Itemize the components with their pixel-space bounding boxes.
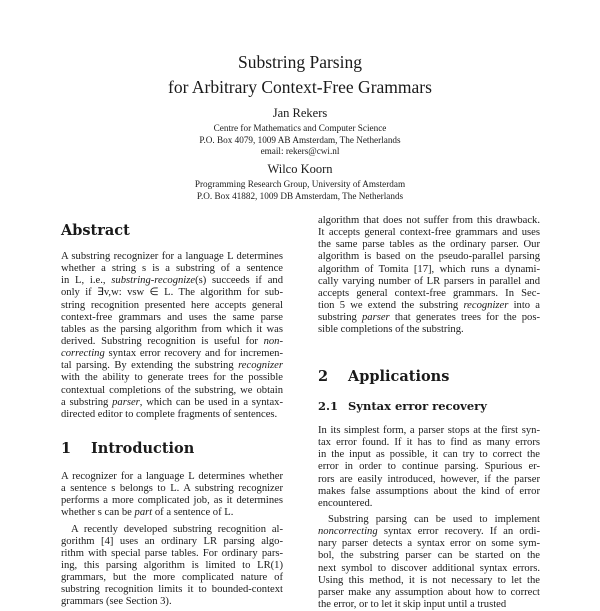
text-span: the error, or to let it skip input until a trusted	[318, 598, 507, 610]
text-line	[318, 324, 540, 336]
author-affiliation	[0, 179, 600, 202]
text-span: whether a string s is a substring of a sentence	[61, 263, 283, 275]
text-span: makes false assumptions about the kind of error	[318, 485, 540, 497]
text-span: only if ∃v,w: vsw ∈ L. The algorithm for sub-	[61, 287, 283, 299]
introduction-body	[61, 471, 283, 609]
text-line	[61, 312, 283, 324]
paragraph	[318, 215, 540, 336]
paragraph	[61, 251, 283, 421]
text-span: parser make any assumption about how to correct	[318, 586, 540, 598]
text-line	[61, 251, 283, 263]
text-span: grammars (see Section 3).	[61, 596, 172, 608]
text-line	[61, 483, 283, 495]
paragraph	[61, 471, 283, 520]
paragraph	[318, 425, 540, 510]
title-line-2: for Arbitrary Context-Free Grammars	[168, 77, 432, 97]
text-span: contextual completions of the substring, we obtain	[61, 384, 283, 396]
affiliation-line: P.O. Box 4079, 1009 AB Amsterdam, The Netherlands	[199, 134, 401, 145]
text-line	[61, 360, 283, 372]
text-line	[61, 263, 283, 275]
text-line	[318, 538, 540, 550]
text-line	[61, 548, 283, 560]
text-line	[61, 397, 283, 409]
author-name: Wilco Koorn	[267, 162, 333, 176]
text-line	[318, 498, 540, 510]
text-span: ing, this parsing algorithm is limited to LR(1)	[61, 559, 283, 571]
text-line	[318, 215, 540, 227]
text-line	[318, 599, 540, 611]
text-line	[318, 425, 540, 437]
text-line	[61, 572, 283, 584]
text-line	[318, 288, 540, 300]
text-span: in the input as possible, it can try to correct the	[318, 449, 540, 461]
text-span: string recognition presented here accepts general	[61, 299, 283, 311]
text-line	[318, 486, 540, 498]
affiliation-line: Centre for Mathematics and Computer Science	[213, 123, 387, 133]
emphasis: noncorrecting	[318, 526, 378, 538]
paragraph	[318, 514, 540, 611]
text-line	[318, 251, 540, 263]
email: email: rekers@cwi.nl	[260, 146, 340, 156]
text-line	[61, 300, 283, 312]
section-heading-introduction	[61, 440, 194, 457]
text-line	[318, 461, 540, 473]
text-line	[61, 348, 283, 360]
text-span: directed editor to complete fragments of sentences.	[61, 408, 278, 420]
text-line	[318, 300, 540, 312]
text-line	[318, 575, 540, 587]
text-span: , which can be used in a syntax-	[139, 396, 283, 408]
text-span: (s) succeeds if and	[195, 275, 283, 287]
section-heading-applications	[318, 368, 449, 385]
text-span: sible completions of the substring.	[318, 324, 464, 336]
subsection-number: 2.1	[318, 399, 339, 413]
text-line	[318, 563, 540, 575]
text-span: tax error found. If it has to find as many errors	[318, 437, 540, 449]
text-line	[318, 276, 540, 288]
text-span: grammars, but the more complicated nature of	[61, 572, 283, 584]
text-span: performs a more complicated job, as it determines	[61, 495, 283, 507]
text-line	[318, 587, 540, 599]
text-span: cally varying number of LR parsers in parallel and	[318, 275, 540, 287]
affiliation-line: Programming Research Group, University of Amsterdam	[194, 179, 406, 189]
text-span: Substring parsing can be used to implement	[328, 513, 540, 525]
abstract-heading: Abstract	[61, 222, 130, 239]
emphasis: part	[134, 507, 153, 519]
text-line	[61, 372, 283, 384]
text-span: algorithm that does not suffer from this drawback.	[318, 215, 540, 226]
text-line	[318, 227, 540, 239]
text-span: substring recognition limits it to bounded-context	[61, 584, 283, 596]
text-line	[61, 471, 283, 483]
text-line	[318, 437, 540, 449]
text-line	[61, 287, 283, 299]
text-line	[61, 495, 283, 507]
text-span: next symbol to discover additional syntax errors.	[318, 562, 540, 574]
author-affiliation	[0, 123, 600, 158]
emphasis: recognizer	[238, 360, 283, 372]
text-span: whether s can be	[61, 507, 135, 519]
text-line	[61, 536, 283, 548]
text-line	[318, 550, 540, 562]
text-line	[61, 596, 283, 608]
emphasis: parser	[112, 396, 140, 408]
text-span: algorithm is based on the pseudo-parallel parsing	[318, 251, 540, 263]
text-span: that generates trees for the pos-	[389, 312, 540, 324]
title-line-1: Substring Parsing	[238, 52, 362, 72]
text-span: A substring recognizer for a language L determines	[61, 251, 283, 262]
author-name: Jan Rekers	[272, 106, 328, 120]
text-span: algorithm of Tomita [17], which runs a dynami-	[318, 263, 540, 275]
text-span: In its simplest form, a parser stops at the first syn-	[318, 425, 540, 436]
text-line	[318, 474, 540, 486]
affiliation-line: P.O. Box 41882, 1009 DB Amsterdam, The Netherlands	[196, 190, 404, 201]
text-line	[61, 524, 283, 536]
text-span: rithm with special parse tables. For ordinary pars-	[61, 547, 283, 559]
subsection-heading-syntax-error-recovery	[318, 399, 487, 413]
section-title: Applications	[348, 368, 450, 385]
abstract-body	[61, 251, 283, 421]
text-span: of a sentence of L.	[152, 507, 234, 519]
text-span: A recently developed substring recognition al-	[71, 523, 283, 535]
emphasis: substring-recognize	[111, 275, 196, 287]
paper-title	[0, 50, 600, 100]
text-span: nary parser detects a syntax error on some sym-	[318, 538, 540, 550]
text-span: syntax error recovery. If an ordi-	[377, 526, 540, 538]
text-line	[61, 507, 283, 519]
text-line	[318, 514, 540, 526]
text-span: context-free grammars and uses the same parse	[61, 311, 283, 323]
text-span: gorithm [4] uses an ordinary LR parsing algo-	[61, 535, 283, 547]
text-span: It accepts general context-free grammars and uses	[318, 227, 540, 239]
text-span: tables as the parsing algorithm from which it was	[61, 323, 283, 335]
text-span: A recognizer for a language L determines whether	[61, 471, 283, 482]
section-number: 1	[61, 440, 72, 457]
emphasis: correcting	[61, 348, 105, 360]
subsection-title: Syntax error recovery	[348, 399, 487, 413]
text-line	[61, 385, 283, 397]
text-span: accepts general context-free grammars. In Sec-	[318, 287, 540, 299]
section-title: Introduction	[91, 440, 195, 457]
text-span: the same parse tables as the ordinary parser. Our	[318, 239, 540, 251]
text-span: a sentence s belongs to L. A substring recognizer	[61, 483, 283, 495]
text-span: Using this method, it is not necessary to let the	[318, 574, 540, 586]
text-span: tal parsing. By extending the substring	[61, 360, 239, 372]
text-span: in L, i.e.,	[61, 275, 112, 287]
text-span: substring	[318, 312, 362, 324]
text-span: bol, the substring parser can be started on the	[318, 550, 540, 562]
text-line	[318, 264, 540, 276]
emphasis: non-	[263, 335, 283, 347]
text-span: rors are easily introduced, however, if the parser	[318, 473, 540, 485]
right-column-body	[318, 215, 540, 336]
text-span: into a	[508, 299, 540, 311]
text-span: encountered.	[318, 497, 373, 509]
text-line	[318, 449, 540, 461]
text-span: tion 5 we extend the substring	[318, 299, 464, 311]
syntax-error-body	[318, 425, 540, 611]
text-line	[61, 324, 283, 336]
section-number: 2	[318, 368, 329, 385]
text-line	[61, 560, 283, 572]
text-line	[318, 239, 540, 251]
paragraph	[61, 524, 283, 609]
text-span: derived. Substring recognition is useful for	[61, 335, 264, 347]
text-line	[61, 275, 283, 287]
text-line	[318, 526, 540, 538]
text-span: with the ability to generate trees for the possible	[61, 372, 283, 384]
emphasis: parser	[362, 312, 390, 324]
text-line	[61, 584, 283, 596]
text-line	[61, 336, 283, 348]
text-line	[318, 312, 540, 324]
text-span: error in order to continue parsing. Spurious er-	[318, 461, 540, 473]
emphasis: recognizer	[463, 299, 509, 311]
text-span: a substring	[61, 396, 113, 408]
text-line	[61, 409, 283, 421]
text-span: syntax error recovery and for incremen-	[104, 348, 283, 360]
